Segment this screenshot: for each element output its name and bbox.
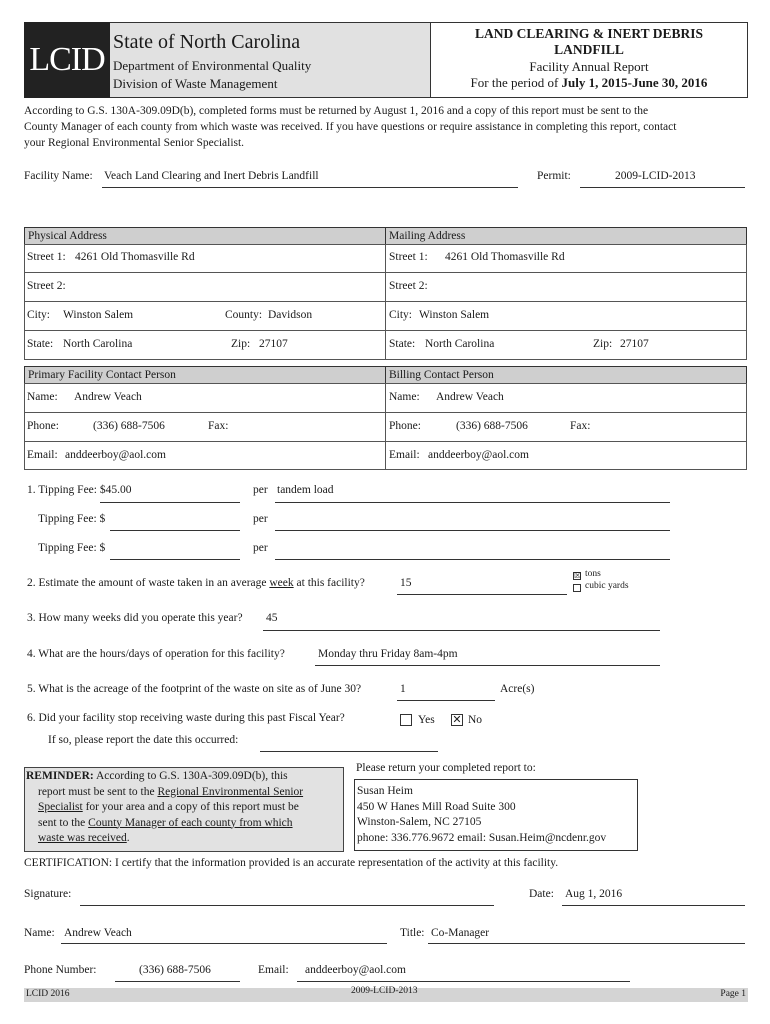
period-dates: July 1, 2015-June 30, 2016: [561, 75, 708, 90]
reminder-specialist: Specialist: [38, 801, 83, 813]
q2-value-field[interactable]: 15: [400, 577, 412, 589]
cert-name-underline: [61, 943, 387, 944]
q1-per-underline: [275, 502, 670, 503]
cubic-yards-label: cubic yards: [585, 581, 629, 591]
mailing-city-label: City:: [389, 309, 413, 321]
primary-email-label: Email:: [27, 449, 58, 461]
q4-underline: [315, 665, 660, 666]
billing-name-row: [385, 383, 747, 413]
department-name: Department of Environmental Quality: [113, 58, 312, 73]
q2-question: [27, 577, 365, 589]
q5-question: 5. What is the acreage of the footprint of the waste on site as of June 30?: [27, 683, 362, 695]
return-address2: Winston-Salem, NC 27105: [357, 816, 482, 828]
physical-street1-field[interactable]: 4261 Old Thomasville Rd: [75, 251, 195, 263]
mailing-zip-label: Zip:: [593, 338, 613, 350]
q6-no-label: No: [468, 714, 483, 726]
q2-prefix: 2. Estimate the amount of waste taken in an average: [27, 577, 270, 589]
primary-contact-header: Primary Facility Contact Person: [24, 366, 386, 384]
primary-name-label: Name:: [27, 391, 58, 403]
signature-field[interactable]: [80, 905, 494, 906]
physical-county-label: County:: [225, 309, 263, 321]
q1-per-label: per: [253, 484, 268, 496]
intro-line3: your Regional Environmental Senior Specialist.: [24, 137, 245, 149]
cubic-yards-checkbox[interactable]: [573, 584, 581, 592]
mailing-street1-row: [385, 244, 747, 273]
q1-per-field[interactable]: tandem load: [277, 484, 334, 496]
physical-street1-row: [24, 244, 386, 273]
q6-yes-checkbox[interactable]: [400, 714, 412, 726]
q4-value-field[interactable]: Monday thru Friday 8am-4pm: [318, 648, 458, 660]
q5-underline: [397, 700, 495, 701]
division-name: Division of Waste Management: [113, 76, 278, 91]
primary-fax-label: Fax:: [208, 420, 229, 432]
permit-label: Permit:: [537, 170, 571, 182]
primary-phone-label: Phone:: [27, 420, 59, 432]
billing-contact-header: Billing Contact Person: [385, 366, 747, 384]
q3-underline: [263, 630, 660, 631]
cert-phone-field[interactable]: (336) 688-7506: [139, 964, 211, 976]
q3-question: 3. How many weeks did you operate this year?: [27, 612, 243, 624]
q1c-per-label: per: [253, 542, 268, 554]
physical-state-row: [24, 330, 386, 360]
reminder-link-specialist: Regional Environmental Senior: [157, 785, 304, 798]
lcid-logo: LCID: [24, 22, 110, 98]
physical-zip-label: Zip:: [231, 338, 251, 350]
q1c-fee-field[interactable]: [110, 559, 240, 560]
certification-text: CERTIFICATION: I certify that the information provided is an accurate representation of the activity at this facility.: [24, 857, 559, 869]
q1b-per-field[interactable]: [275, 530, 670, 531]
agency-header: [110, 22, 430, 98]
mailing-zip-field[interactable]: 27107: [620, 338, 649, 350]
billing-email-label: Email:: [389, 449, 420, 461]
mailing-street2-label: Street 2:: [389, 280, 428, 292]
physical-state-label: State:: [27, 338, 54, 350]
reminder-line2: [26, 785, 343, 801]
cert-name-label: Name:: [24, 927, 55, 939]
q5-value-field[interactable]: 1: [400, 683, 406, 695]
report-title-line1: LAND CLEARING & INERT DEBRIS: [474, 26, 704, 41]
cert-email-underline: [297, 981, 630, 982]
q1b-per-label: per: [253, 513, 268, 525]
reminder-line1: [26, 769, 343, 785]
physical-street2-label: Street 2:: [27, 280, 66, 292]
tons-label: tons: [585, 569, 601, 579]
q3-value-field[interactable]: 45: [266, 612, 278, 624]
billing-phone-label: Phone:: [389, 420, 421, 432]
mailing-state-label: State:: [389, 338, 416, 350]
cert-name-field[interactable]: Andrew Veach: [64, 927, 132, 939]
return-address-box: [354, 779, 638, 851]
billing-phone-row: [385, 412, 747, 442]
q2-week: week: [269, 577, 294, 589]
intro-line2: County Manager of each county from which waste was received. If you have questions or require assistance in completing this report, contact: [24, 121, 677, 133]
q6-yes-label: Yes: [418, 714, 435, 726]
facility-name-label: Facility Name:: [24, 170, 93, 182]
footer-page-number: Page 1: [720, 989, 746, 999]
primary-email-field[interactable]: anddeerboy@aol.com: [65, 449, 166, 461]
reminder-waste-received: waste was received: [38, 832, 127, 844]
physical-county-field[interactable]: Davidson: [268, 309, 313, 321]
billing-phone-field[interactable]: (336) 688-7506: [456, 420, 528, 432]
billing-fax-label: Fax:: [570, 420, 591, 432]
mailing-city-row: [385, 301, 747, 331]
mailing-address-header: Mailing Address: [385, 227, 747, 245]
physical-address-header: Physical Address: [24, 227, 386, 245]
q4-question: 4. What are the hours/days of operation for this facility?: [27, 648, 285, 660]
report-title-box: [430, 22, 748, 98]
reminder-text4: sent to the: [38, 816, 89, 829]
reminder-text2: report must be sent to the: [38, 785, 158, 798]
period-prefix: For the period of: [470, 75, 562, 90]
q1b-fee-label: Tipping Fee: $: [38, 513, 106, 525]
return-address1: 450 W Hanes Mill Road Suite 300: [357, 800, 516, 813]
physical-street2-row: [24, 272, 386, 302]
cert-title-label: Title:: [400, 927, 425, 939]
cert-title-underline: [428, 943, 745, 944]
primary-email-row: [24, 441, 386, 470]
q5-unit: Acre(s): [500, 683, 535, 695]
report-period: [431, 75, 747, 91]
primary-phone-row: [24, 412, 386, 442]
report-title-line2: LANDFILL: [554, 42, 624, 57]
report-type: Facility Annual Report: [529, 59, 649, 74]
return-label: Please return your completed report to:: [356, 762, 536, 774]
facility-name-underline: [102, 187, 518, 188]
date-label: Date:: [529, 888, 554, 900]
reminder-line4: [26, 816, 343, 832]
q2-underline: [397, 594, 567, 595]
physical-city-label: City:: [27, 309, 51, 321]
footer-form-id: LCID 2016: [26, 989, 70, 999]
physical-street1-label: Street 1:: [27, 251, 66, 263]
physical-city-row: [24, 301, 386, 331]
intro-line1: According to G.S. 130A-309.09D(b), completed forms must be returned by August 1, 2016 and a copy of this report must be sent to the: [24, 105, 649, 117]
q1b-fee-field[interactable]: [110, 530, 240, 531]
return-name: Susan Heim: [357, 785, 413, 797]
state-name: State of North Carolina: [113, 31, 301, 53]
billing-name-label: Name:: [389, 391, 420, 403]
q1c-per-field[interactable]: [275, 559, 670, 560]
cert-phone-label: Phone Number:: [24, 964, 97, 976]
page-footer: [24, 988, 748, 1002]
permit-underline: [580, 187, 745, 188]
q6-no-checkbox[interactable]: ✕: [452, 714, 462, 726]
signature-label: Signature:: [24, 888, 72, 900]
primary-phone-field[interactable]: (336) 688-7506: [93, 420, 165, 432]
cert-email-field[interactable]: anddeerboy@aol.com: [305, 964, 406, 976]
q6-question: 6. Did your facility stop receiving waste during this past Fiscal Year?: [27, 712, 345, 724]
return-contact: phone: 336.776.9672 email: Susan.Heim@ncdenr.gov: [357, 831, 607, 844]
facility-name-field[interactable]: Veach Land Clearing and Inert Debris Landfill: [104, 170, 319, 182]
reminder-line5: [26, 831, 343, 847]
tons-checkbox[interactable]: ☒: [574, 571, 582, 580]
q2-suffix: at this facility?: [293, 577, 365, 589]
physical-city-field[interactable]: Winston Salem: [63, 309, 134, 321]
mailing-state-row: [385, 330, 747, 360]
primary-name-row: [24, 383, 386, 413]
cert-email-label: Email:: [258, 964, 289, 976]
reminder-box: [24, 767, 344, 852]
cert-title-field[interactable]: Co-Manager: [431, 927, 490, 939]
mailing-street1-field[interactable]: 4261 Old Thomasville Rd: [445, 251, 565, 263]
physical-state-field[interactable]: North Carolina: [63, 338, 133, 350]
reminder-line3: [26, 800, 343, 816]
mailing-street2-row: [385, 272, 747, 302]
reminder-text1: According to G.S. 130A-309.09D(b), this: [93, 770, 288, 782]
reminder-text3: for your area and a copy of this report must be: [82, 801, 299, 813]
reminder-bold: REMINDER:: [26, 770, 94, 782]
mailing-street1-label: Street 1:: [389, 251, 428, 263]
footer-permit: 2009-LCID-2013: [351, 986, 418, 996]
mailing-city-field[interactable]: Winston Salem: [419, 309, 490, 321]
q1-fee-underline: [100, 502, 240, 503]
date-field[interactable]: Aug 1, 2016: [565, 888, 623, 900]
cert-phone-underline: [115, 981, 240, 982]
q1-tipping-fee: 1. Tipping Fee: $45.00: [27, 484, 132, 496]
date-underline: [562, 905, 745, 906]
reminder-text5: .: [126, 832, 130, 844]
q6-date-field[interactable]: [260, 751, 438, 752]
billing-email-field[interactable]: anddeerboy@aol.com: [428, 449, 529, 461]
physical-zip-field[interactable]: 27107: [259, 338, 288, 350]
reminder-county-manager: County Manager of each county from which: [88, 816, 293, 829]
q1c-fee-label: Tipping Fee: $: [38, 542, 106, 554]
billing-email-row: [385, 441, 747, 470]
permit-field[interactable]: 2009-LCID-2013: [615, 170, 696, 182]
q6-followup: If so, please report the date this occurred:: [48, 734, 239, 746]
mailing-state-field[interactable]: North Carolina: [425, 338, 495, 350]
primary-name-field[interactable]: Andrew Veach: [74, 391, 142, 403]
billing-name-field[interactable]: Andrew Veach: [436, 391, 504, 403]
